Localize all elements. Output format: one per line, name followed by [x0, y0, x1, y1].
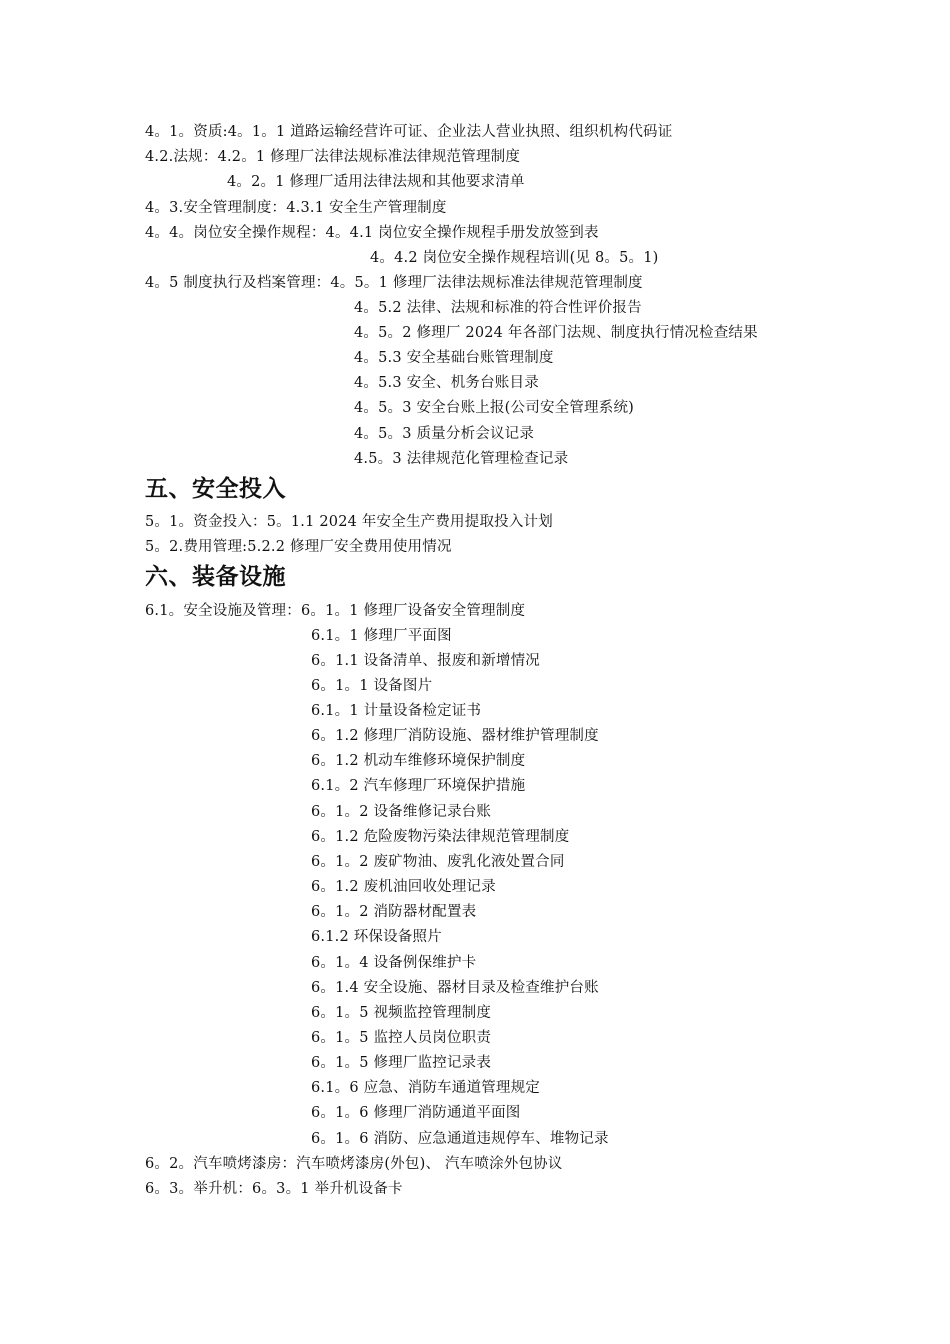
text-line: 6。1。2 废矿物油、废乳化液处置合同: [311, 854, 565, 870]
text-line: 6。1.2 危险废物污染法律规范管理制度: [311, 829, 570, 845]
text-line: 6。1.2 修理厂消防设施、器材维护管理制度: [311, 728, 599, 744]
text-line: 4。5.2 法律、法规和标准的符合性评价报告: [354, 300, 642, 316]
section-heading: 六、装备设施: [145, 564, 286, 590]
text-line: 6.1。2 汽车修理厂环境保护措施: [311, 778, 526, 794]
text-line: 4。5.3 安全基础台账管理制度: [354, 350, 554, 366]
text-line: 5。2.费用管理:5.2.2 修理厂安全费用使用情况: [145, 539, 452, 555]
text-line: 4.2.法规：4.2。1 修理厂法律法规标准法律规范管理制度: [145, 149, 521, 165]
text-line: 6.1。安全设施及管理：6。1。1 修理厂设备安全管理制度: [145, 603, 526, 619]
text-line: 6。1.2 废机油回收处理记录: [311, 879, 496, 895]
text-line: 4.5。3 法律规范化管理检查记录: [354, 451, 569, 467]
text-line: 6。1。5 监控人员岗位职责: [311, 1030, 492, 1046]
text-line: 4。5 制度执行及档案管理：4。5。1 修理厂法律法规标准法律规范管理制度: [145, 275, 643, 291]
text-line: 6。1。6 消防、应急通道违规停车、堆物记录: [311, 1131, 609, 1147]
text-line: 6。3。举升机：6。3。1 举升机设备卡: [145, 1181, 403, 1197]
text-line: 4。5。3 安全台账上报(公司安全管理系统): [354, 400, 634, 416]
text-line: 6。2。汽车喷烤漆房：汽车喷烤漆房(外包)、 汽车喷涂外包协议: [145, 1156, 563, 1172]
text-line: 6。1.4 安全设施、器材目录及检查维护台账: [311, 980, 599, 996]
text-line: 4。5。2 修理厂 2024 年各部门法规、制度执行情况检查结果: [354, 325, 758, 341]
text-line: 6。1。5 视频监控管理制度: [311, 1005, 492, 1021]
text-line: 6。1.1 设备清单、报废和新增情况: [311, 653, 540, 669]
text-line: 6.1。1 修理厂平面图: [311, 628, 452, 644]
text-line: 6。1。5 修理厂监控记录表: [311, 1055, 492, 1071]
text-line: 6.1。1 计量设备检定证书: [311, 703, 482, 719]
text-line: 4。5.3 安全、机务台账目录: [354, 375, 539, 391]
text-line: 6。1。4 设备例保维护卡: [311, 955, 477, 971]
text-line: 6。1。6 修理厂消防通道平面图: [311, 1105, 521, 1121]
section-heading: 五、安全投入: [145, 476, 286, 502]
text-line: 4。5。3 质量分析会议记录: [354, 426, 535, 442]
text-line: 4。3.安全管理制度：4.3.1 安全生产管理制度: [145, 200, 447, 216]
text-line: 6。1。1 设备图片: [311, 678, 433, 694]
text-line: 5。1。资金投入：5。1.1 2024 年安全生产费用提取投入计划: [145, 514, 553, 530]
text-line: 6。1.2 机动车维修环境保护制度: [311, 753, 526, 769]
text-line: 6。1。2 消防器材配置表: [311, 904, 477, 920]
text-line: 4。1。资质:4。1。1 道路运输经营许可证、企业法人营业执照、组织机构代码证: [145, 124, 673, 140]
text-line: 4。4.2 岗位安全操作规程培训(见 8。5。1): [370, 250, 659, 266]
text-line: 6。1。2 设备维修记录台账: [311, 804, 492, 820]
text-line: 4。2。1 修理厂适用法律法规和其他要求清单: [227, 174, 525, 190]
text-line: 6.1.2 环保设备照片: [311, 929, 442, 945]
text-line: 6.1。6 应急、消防车通道管理规定: [311, 1080, 540, 1096]
text-line: 4。4。岗位安全操作规程：4。4.1 岗位安全操作规程手册发放签到表: [145, 225, 599, 241]
